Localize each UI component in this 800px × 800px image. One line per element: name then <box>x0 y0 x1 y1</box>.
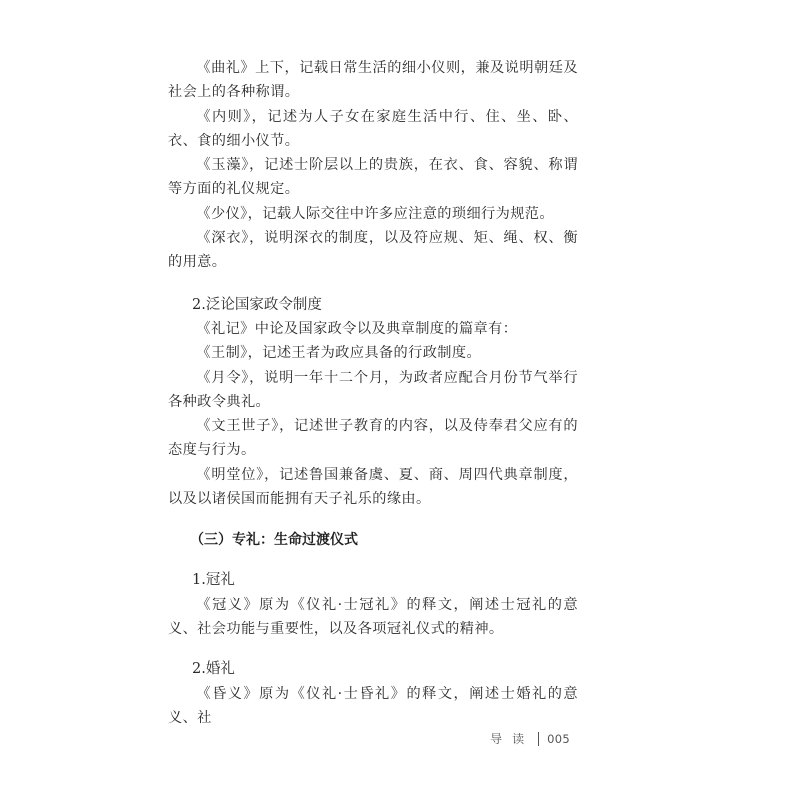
paragraph-yueling: 《月令》，说明一年十二个月，为政者应配合月份节气举行各种政令典礼。 <box>168 369 578 410</box>
subheading-wedding-rite: 2.婚礼 <box>192 661 235 678</box>
paragraph-mingtangwei: 《明堂位》，记述鲁国兼备虞、夏、商、周四代典章制度，以及以诸侯国而能拥有天子礼乐的缘由。 <box>168 466 578 508</box>
document-body <box>168 56 578 730</box>
paragraph-shenyi: 《深衣》，说明深衣的制度，以及符应规、矩、绳、权、衡的用意。 <box>168 230 578 271</box>
spacer <box>168 641 578 657</box>
spacer <box>168 511 578 528</box>
paragraph-yuzao: 《玉藻》，记述士阶层以上的贵族，在衣、食、容貌、称谓等方面的礼仪规定。 <box>168 157 578 198</box>
paragraph-neize: 《内则》，记述为人子女在家庭生活中行、住、坐、卧、衣、食的细小仪节。 <box>168 108 578 149</box>
section-heading-rites-of-passage: （三）专礼：生命过渡仪式 <box>190 532 358 549</box>
paragraph-wenwang-shizi: 《文王世子》，记述世子教育的内容，以及侍奉君父应有的态度与行为。 <box>168 418 578 459</box>
subheading-state-policy: 2.泛论国家政令制度 <box>192 296 322 313</box>
spacer <box>168 275 578 293</box>
page-footer <box>490 730 570 747</box>
page-number: 005 <box>547 731 570 746</box>
footer-divider <box>538 732 539 746</box>
footer-section-label: 导读 <box>490 732 535 746</box>
paragraph-liji-intro: 《礼记》中论及国家政令以及典章制度的篇章有： <box>196 320 518 337</box>
paragraph-shaoyi: 《少仪》，记载人际交往中许多应注意的琐细行为规范。 <box>196 205 554 222</box>
paragraph-hunyi: 《昏义》原为《仪礼·士昏礼》的释文，阐述士婚礼的意义、社 <box>168 685 578 726</box>
subheading-capping-rite: 1.冠礼 <box>192 572 235 589</box>
paragraph-wangzhi: 《王制》，记述王者为政应具备的行政制度。 <box>196 345 482 362</box>
spacer <box>168 552 578 568</box>
paragraph-quli: 《曲礼》上下，记载日常生活的细小仪则，兼及说明朝廷及社会上的各种称谓。 <box>168 60 578 101</box>
paragraph-guanyi: 《冠义》原为《仪礼·士冠礼》的释文，阐述士冠礼的意义、社会功能与重要性，以及各项冠礼仪式的精神。 <box>168 596 578 637</box>
